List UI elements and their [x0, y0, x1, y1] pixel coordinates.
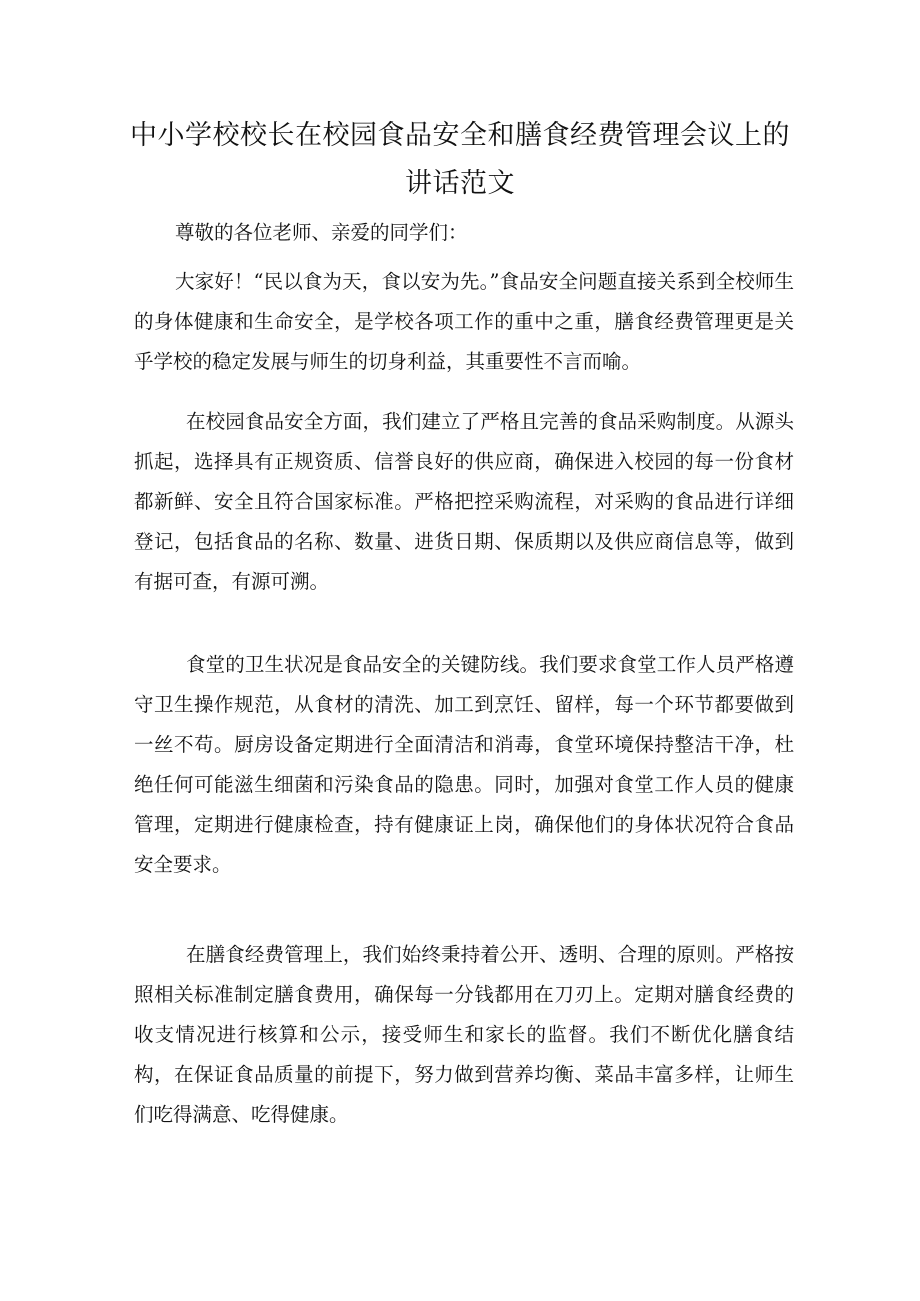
paragraph-canteen-hygiene: 食堂的卫生状况是食品安全的关键防线。我们要求食堂工作人员严格遵守卫生操作规范，从食材的清洗、加工到烹饪、留样，每一个环节都要做到一丝不苟。厨房设备定期进行全面清洁和消毒，食堂环境保持整洁干净，杜绝任何可能滋生细菌和污染食品的隐患。同时，加强对食堂工作人员的健康管理，定期进行健康检查，持有健康证上岗，确保他们的身体状况符合食品安全要求。 — [134, 653, 794, 876]
paragraph-greeting: 大家好！“民以食为天，食以安为先。”食品安全问题直接关系到全校师生的身体健康和生命安全，是学校各项工作的重中之重，膳食经费管理更是关乎学校的稳定发展与师生的切身利益，其重要性不言而喻。 — [134, 270, 794, 373]
salutation: 尊敬的各位老师、亲爱的同学们： — [175, 221, 468, 244]
paragraph-procurement: 在校园食品安全方面，我们建立了严格且完善的食品采购制度。从源头抓起，选择具有正规资质、信誉良好的供应商，确保进入校园的每一份食材都新鲜、安全且符合国家标准。严格把控采购流程，对采购的食品进行详细登记，包括食品的名称、数量、进货日期、保质期以及供应商信息等，做到有据可查，有源可溯。 — [134, 410, 794, 593]
document-title: 中小学校校长在校园食品安全和膳食经费管理会议上的讲话范文 — [130, 120, 790, 199]
paragraph-meal-funds: 在膳食经费管理上，我们始终秉持着公开、透明、合理的原则。严格按照相关标准制定膳食费用，确保每一分钱都用在刀刃上。定期对膳食经费的收支情况进行核算和公示，接受师生和家长的监督。我们不断优化膳食结构，在保证食品质量的前提下，努力做到营养均衡、菜品丰富多样，让师生们吃得满意、吃得健康。 — [134, 943, 794, 1126]
